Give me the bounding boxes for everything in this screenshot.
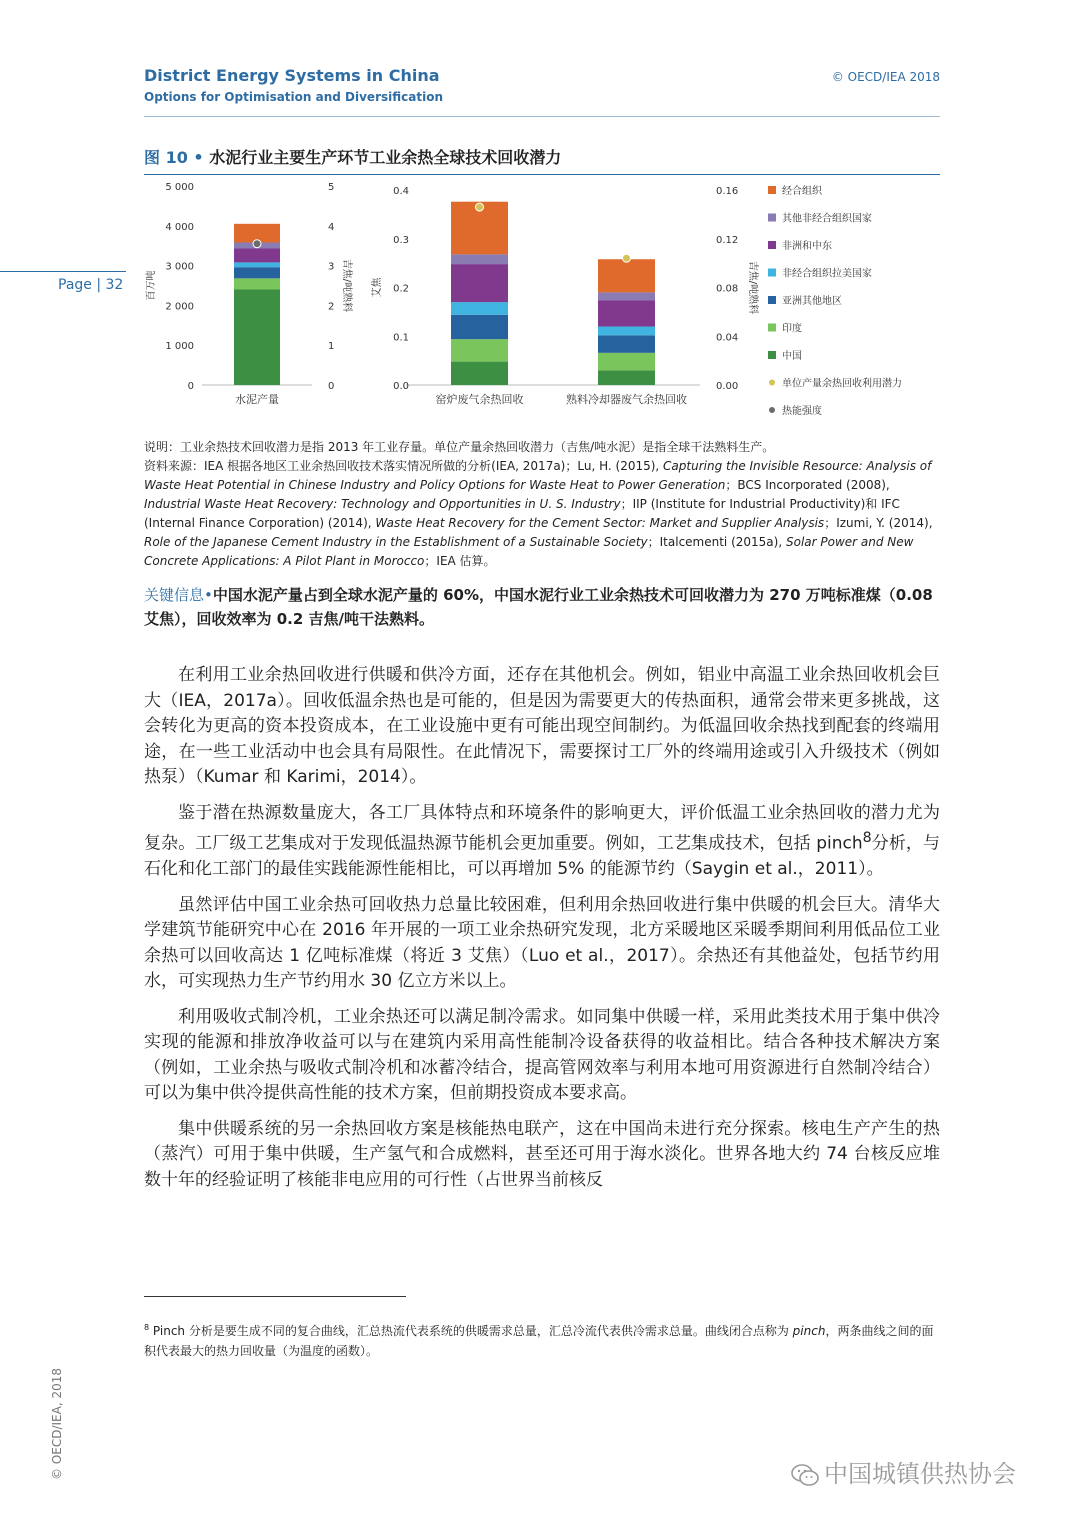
header-title: District Energy Systems in China — [144, 66, 440, 85]
body-paragraph-1: 在利用工业余热回收进行供暖和供冷方面，还存在其他机会。例如，铝业中高温工业余热回收机会巨大（IEA，2017a）。回收低温余热也是可能的，但是因为需要更大的传热面积，通常会带来更多挑战，这会转化为更高的资本投资成本，在工业设施中更有可能出现空间制约。为低温回收余热找到配套的终端用途，在一些工业活动中也会具有局限性。在此情况下，需要探讨工厂外的终端用途或引入升级技术（例如热泵）（Kumar 和 Karimi，2014）。 — [144, 665, 940, 787]
chart-2-ytick: 0.1 — [393, 332, 409, 344]
body-paragraph-2: 鉴于潜在热源数量庞大，各工厂具体特点和环境条件的影响更大，评价低温工业余热回收的潜力尤为复杂。工厂级工艺集成对于发现低温热源节能机会更加重要。例如，工艺集成技术，包括 pinch$^8$分析，与石化和化工部门的最佳实践能源性能相比，可以再增加 5% 的能源节约（Saygin et al.，2011）。 — [144, 802, 941, 880]
body-text — [144, 663, 940, 1203]
legend-swatch — [768, 351, 776, 359]
chart-1-y2label: 吉焦/吨熟料 — [341, 258, 352, 313]
chart-1-ylabel: 百万吨 — [146, 270, 157, 301]
footnote-ref: 8 — [862, 830, 872, 846]
legend-swatch — [768, 324, 776, 332]
chart-2-bar-segment — [451, 339, 508, 361]
legend-swatch — [768, 186, 776, 194]
figure-source: 资料来源：IEA 根据各地区工业余热回收技术落实情况所做的分析(IEA, 2017a)；Lu, H. (2015), Capturing the Invisible Resource: Analysis of Waste Heat Potential in Chinese Industry and Policy Options for Waste Heat to Power Generation；BCS Incorporated (2008), Industrial Waste Heat Recovery: Technology and Opportunities in U. S. Industry；IIP (Institute for Industrial Productivity)和 IFC (Internal Finance Corporation) (2014), Waste Heat Recovery for the Cement Sector: Market and Supplier Analysis；Izumi, Y. (2014), Role of the Japanese Cement Industry in the Establishment of a Sustainable Society；Italcementi (2015a), Solar Power and New Concrete Applications: A Pilot Plant in Morocco；IEA 估算。 — [144, 459, 933, 568]
chart-1-ytick: 3 000 — [165, 261, 194, 273]
figure-notes — [144, 438, 934, 571]
chart-2-category-label: 窑炉废气余热回收 — [435, 393, 524, 406]
body-paragraph-4: 利用吸收式制冷机，工业余热还可以满足制冷需求。如同集中供暖一样，采用此类技术用于集中供冷实现的能源和排放净收益可以与在建筑内采用高性能制冷设备获得的收益相比。结合各种技术解决方案（例如，工业余热与吸收式制冷机和冰蓄冷结合，提高管网效率与利用本地可用资源进行自然制冷结合）可以为集中供冷提供高性能的技术方案，但前期投资成本要求高。 — [144, 1006, 940, 1104]
figure-chart — [144, 176, 940, 432]
chart-2-bar-segment — [451, 254, 508, 264]
footnote: $^8$ Pinch 分析是要生成不同的复合曲线，汇总热流代表系统的供暖需求总量，汇总冷流代表供冷需求总量。曲线闭合点称为 pinch，两条曲线之间的面积代表最大的热力回收量（为温度的函数）。 — [144, 1323, 934, 1358]
figure-rule — [144, 174, 940, 175]
chart-2-y2label: 吉焦/吨熟料 — [747, 260, 758, 315]
chart-1-y2tick: 0 — [328, 381, 335, 392]
figure-note: 说明：工业余热技术回收潜力是指 2013 年工业存量。单位产量余热回收潜力（吉焦/吨水泥）是指全球干法熟料生产。 — [144, 440, 775, 454]
figure-bullet: • — [193, 148, 204, 167]
figure-number: 图 10 — [144, 148, 188, 167]
legend-label: 亚洲其他地区 — [782, 296, 842, 307]
legend-marker — [769, 380, 775, 386]
body-paragraph-5: 集中供暖系统的另一余热回收方案是核能热电联产，这在中国尚未进行充分探索。核电生产产生的热（蒸汽）可用于集中供暖，生产氢气和合成燃料，甚至还可用于海水淡化。世界各地大约 74 台核反应堆数十年的经验证明了核能非电应用的可行性（占世界当前核反 — [144, 1118, 940, 1190]
key-message — [144, 583, 940, 631]
footnote-rule — [144, 1296, 406, 1297]
legend-label: 非洲和中东 — [782, 241, 832, 252]
chart-1-y2tick: 3 — [328, 261, 335, 273]
figure-title — [144, 145, 561, 168]
chart-1-category-label: 水泥产量 — [235, 393, 279, 406]
legend-swatch — [768, 296, 776, 304]
legend-label: 单位产量余热回收利用潜力 — [782, 378, 902, 390]
chart-1-bar-segment — [234, 262, 280, 267]
legend-swatch — [768, 241, 776, 249]
header-rule — [144, 116, 940, 117]
chart-1-ytick: 1 000 — [165, 341, 194, 353]
chart-2-bar-segment — [451, 302, 508, 315]
chart-1-y2tick: 5 — [328, 182, 335, 193]
chart-2-y2tick: 0.12 — [716, 234, 739, 246]
chart-2-ytick: 0.0 — [393, 381, 409, 392]
legend-label: 热能强度 — [782, 406, 822, 417]
chart-2-overlay-point — [476, 203, 484, 211]
footnote-mark: 8 — [144, 1323, 150, 1332]
chart-2-overlay-point — [623, 254, 631, 262]
chart-2-y2tick: 0.00 — [716, 381, 739, 392]
chart-2-bar-segment — [598, 300, 655, 326]
legend-marker — [769, 407, 775, 413]
body-paragraph-3: 虽然评估中国工业余热可回收热力总量比较困难，但利用余热回收进行集中供暖的机会巨大。清华大学建筑节能研究中心在 2016 年开展的一项工业余热研究发现，北方采暖地区采暖季期间利用低品位工业余热可以回收高达 1 亿吨标准煤（将近 3 艾焦）（Luo et al.，2017）。余热还有其他益处，包括节约用水，可实现热力生产节约用水 30 亿立方米以上。 — [144, 894, 940, 992]
page-label: Page | 32 — [58, 277, 124, 293]
chart-2-bar-segment — [598, 292, 655, 300]
figure-title-text: 水泥行业主要生产环节工业余热全球技术回收潜力 — [209, 148, 562, 167]
header-copyright: © OECD/IEA 2018 — [831, 70, 940, 84]
chart-2-ytick: 0.3 — [393, 234, 409, 246]
chart-1-y2tick: 4 — [328, 221, 335, 233]
page-side-rule — [0, 271, 126, 272]
legend-label: 其他非经合组织国家 — [782, 213, 872, 225]
chart-2-bar-segment — [598, 370, 655, 385]
chart-1-y2tick: 1 — [328, 341, 335, 353]
legend-label: 印度 — [782, 323, 802, 335]
header-subtitle: Options for Optimisation and Diversification — [144, 90, 443, 104]
chart-2-y2tick: 0.04 — [716, 332, 739, 344]
chart-2-bar-segment — [451, 264, 508, 302]
chart-1-y2tick: 2 — [328, 301, 335, 313]
legend-swatch — [768, 214, 776, 222]
chart-2-bar-segment — [598, 327, 655, 336]
legend-swatch — [768, 269, 776, 277]
chart-1-bar-segment — [234, 267, 280, 278]
chart-1-overlay-point — [253, 240, 261, 248]
legend-label: 经合组织 — [782, 186, 822, 197]
chart-1-bar-segment — [234, 289, 280, 385]
chart-2-bar-segment — [598, 353, 655, 371]
chart-1-bar-segment — [234, 278, 280, 289]
chart-2-bar-segment — [598, 335, 655, 353]
chart-2-bar-segment — [451, 362, 508, 385]
chart-2-ytick: 0.4 — [393, 186, 409, 197]
chart-2-ytick: 0.2 — [393, 283, 409, 295]
legend-label: 非经合组织拉美国家 — [782, 268, 872, 280]
chart-1-ytick: 2 000 — [165, 301, 194, 313]
chart-2-y2tick: 0.16 — [716, 186, 739, 197]
chart-1-ytick: 0 — [187, 381, 194, 392]
chart-1-ytick: 4 000 — [165, 221, 194, 233]
chart-2-category-label: 熟料冷却器废气余热回收 — [566, 393, 687, 406]
chart-1-bar-segment — [234, 248, 280, 262]
chart-2-bar-segment — [451, 315, 508, 339]
key-message-lead: 关键信息 — [144, 586, 205, 604]
legend-label: 中国 — [782, 351, 802, 362]
key-message-bullet: • — [204, 586, 213, 604]
chart-2-y2tick: 0.08 — [716, 283, 739, 295]
chart-2-bar-segment — [598, 259, 655, 292]
chart-1-ytick: 5 000 — [165, 182, 194, 193]
key-message-text: 中国水泥产量占到全球水泥产量的 60%，中国水泥行业工业余热技术可回收潜力为 270 万吨标准煤（0.08 艾焦），回收效率为 0.2 吉焦/吨干法熟料。 — [144, 586, 933, 628]
chart-2-ylabel: 艾焦 — [372, 277, 383, 298]
side-copyright: © OECD/IEA, 2018 — [50, 1367, 64, 1480]
wechat-icon — [790, 1462, 820, 1488]
watermark: 中国城镇供热协会 — [790, 1454, 1016, 1489]
